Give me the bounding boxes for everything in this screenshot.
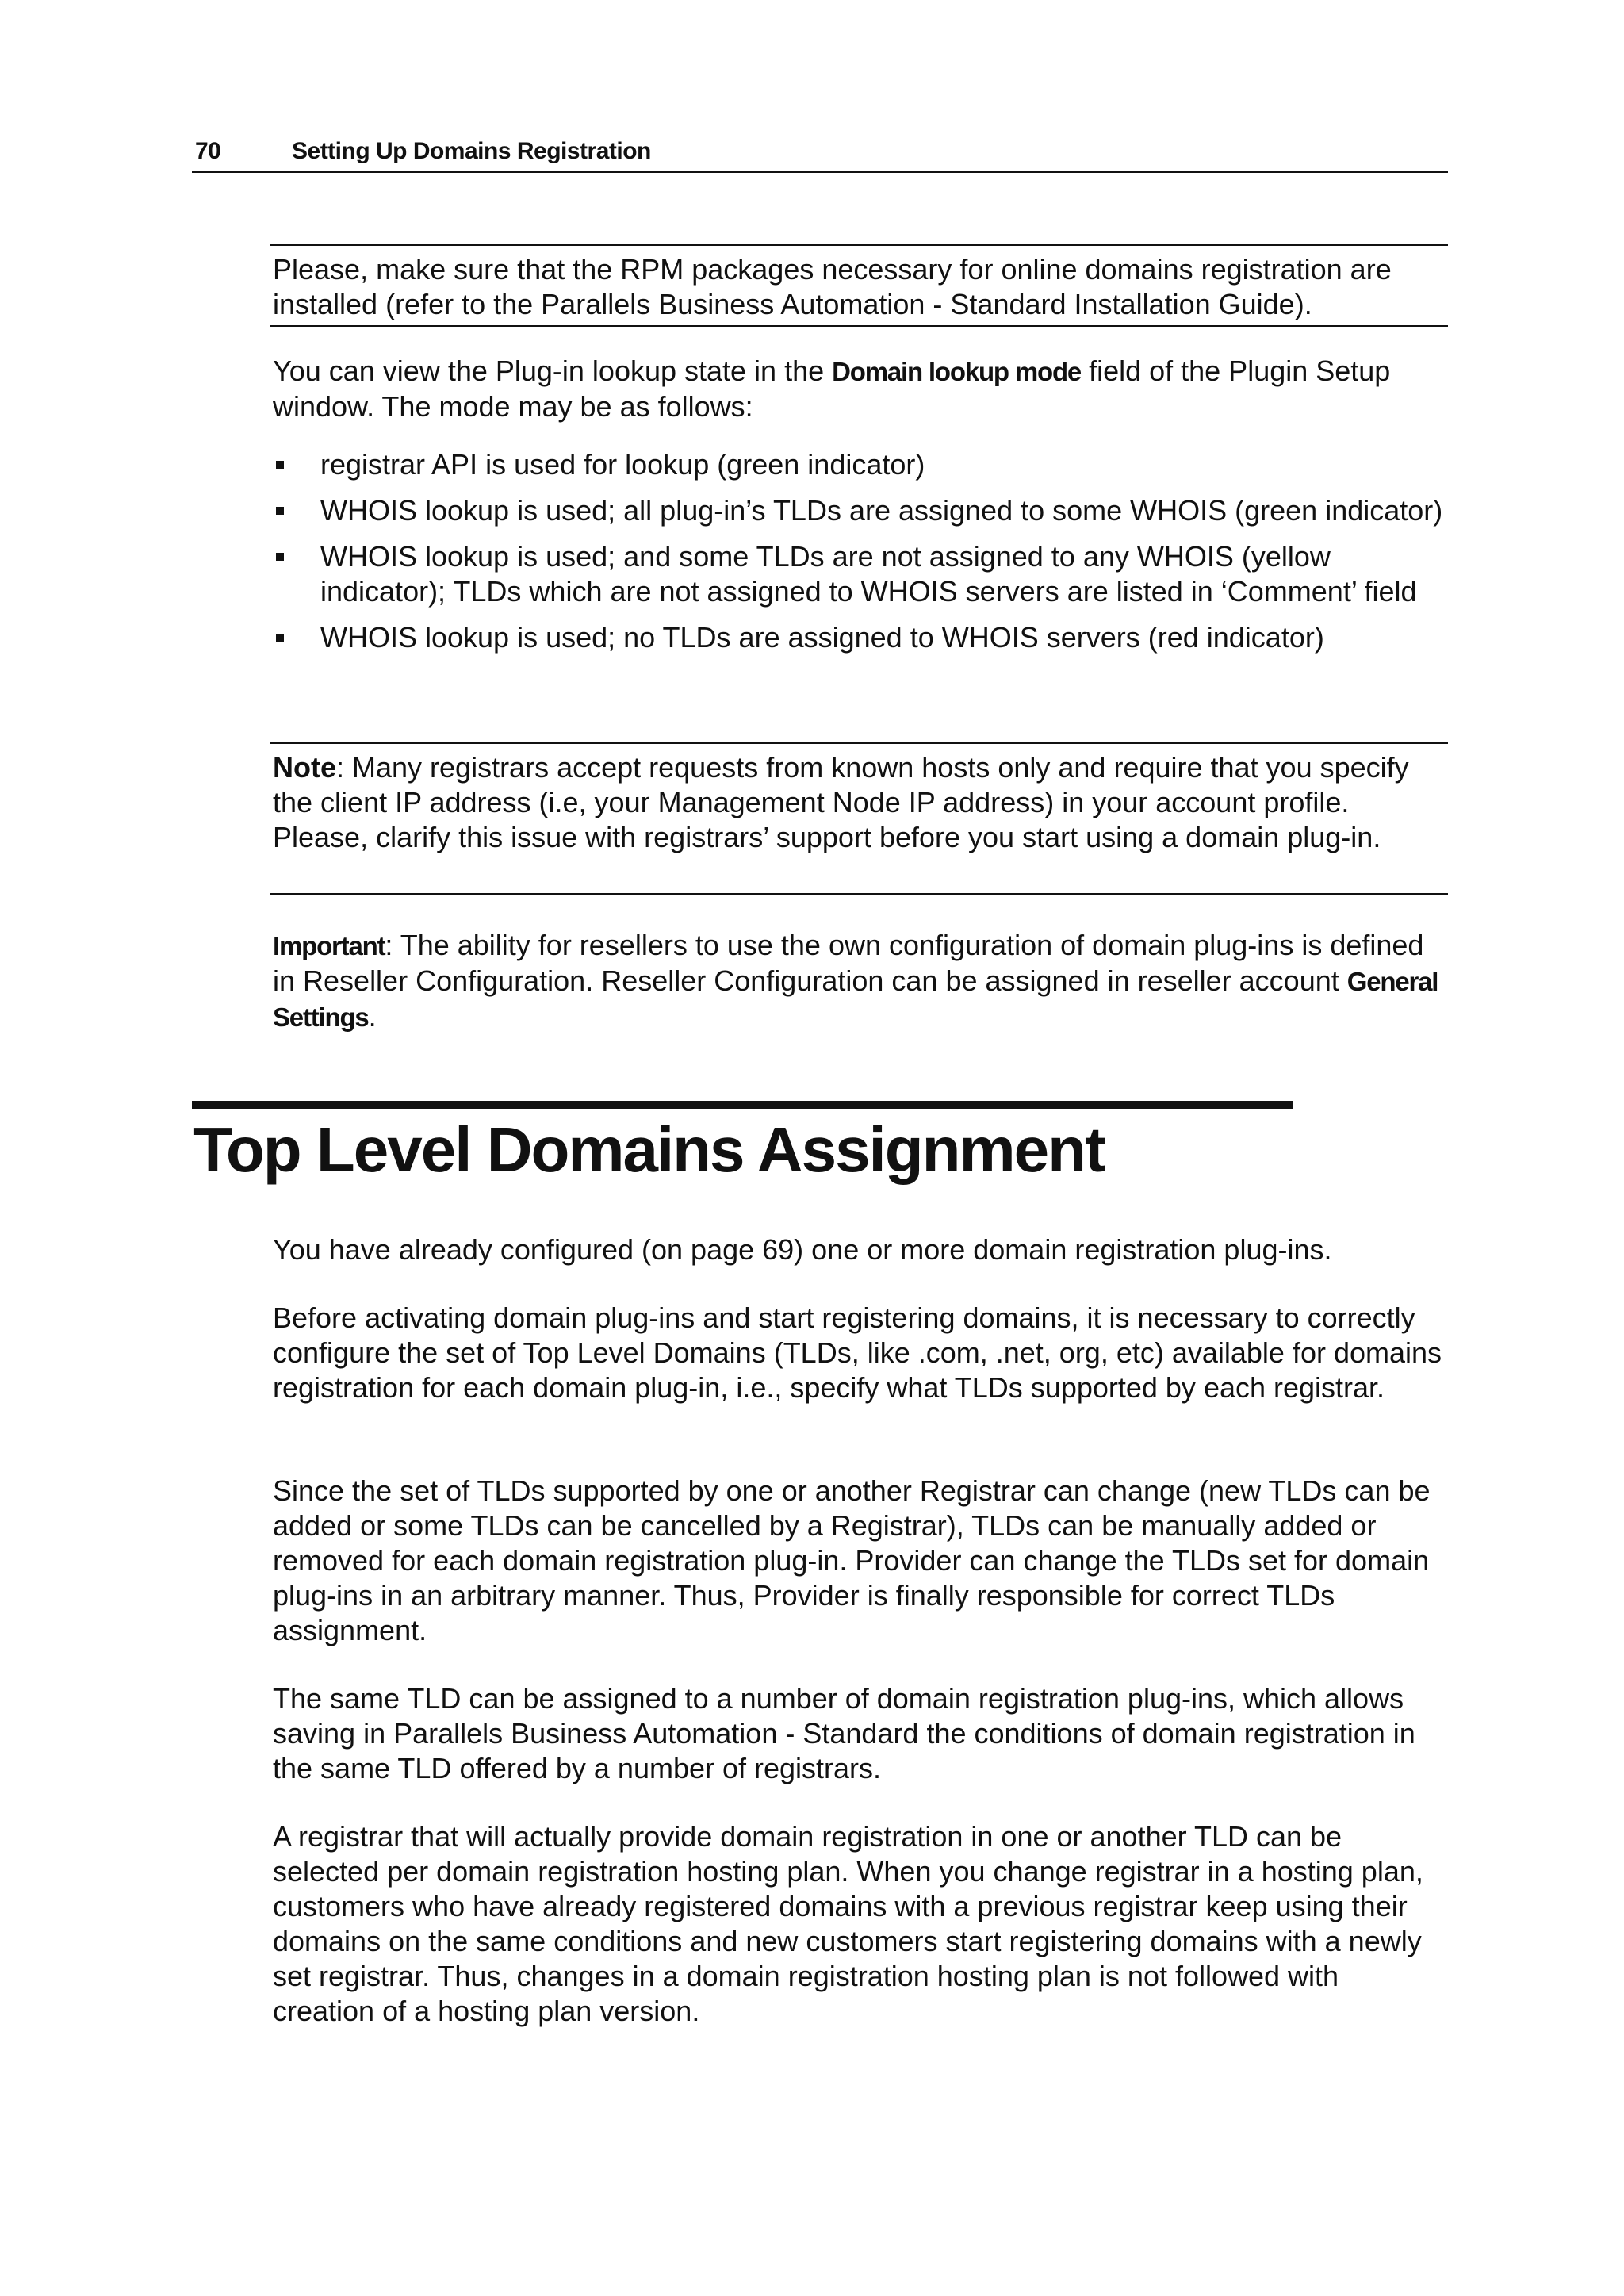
section-paragraph: You have already configured (on page 69) one or more domain registration plug-ins. bbox=[273, 1233, 1332, 1266]
list-item: WHOIS lookup is used; no TLDs are assigned to WHOIS servers (red indicator) bbox=[273, 620, 1446, 655]
important-text: : The ability for resellers to use the own configuration of domain plug-ins is defined in Reseller Configuration. Reseller Configuration can be assigned in reseller account bbox=[273, 929, 1424, 997]
important-label: Important bbox=[273, 931, 385, 960]
heading-rule bbox=[192, 1101, 1293, 1109]
chapter-title: Setting Up Domains Registration bbox=[292, 138, 651, 164]
note-top-rule bbox=[270, 244, 1448, 246]
running-header bbox=[192, 135, 1448, 173]
bullet-square-icon bbox=[276, 634, 284, 642]
general-settings-link: General Settings bbox=[273, 967, 1438, 1032]
note-top-rule bbox=[270, 742, 1448, 744]
bullet-square-icon bbox=[276, 553, 284, 561]
lookup-intro bbox=[273, 354, 1446, 424]
note-text: : Many registrars accept requests from known hosts only and require that you specify the client IP address (i.e, your Management Node IP address) in your account profile. Please, clarify this issue with registrars’ support before you start using a domain plug-in. bbox=[273, 751, 1409, 853]
important-paragraph: Important: The ability for resellers to use the own configuration of domain plug-ins is defined in Reseller Configuration. Reseller Configuration can be assigned in reseller account General Settings. bbox=[273, 929, 1438, 1033]
rpm-note: Please, make sure that the RPM packages necessary for online domains registration are installed (refer to the Parallels Business Automation - Standard Installation Guide). bbox=[273, 253, 1392, 320]
lookup-modes-list bbox=[273, 447, 1446, 655]
list-item: registrar API is used for lookup (green indicator) bbox=[273, 447, 1446, 482]
note-paragraph bbox=[273, 750, 1446, 855]
bullet-square-icon bbox=[276, 507, 284, 515]
lookup-intro-before: You can view the Plug-in lookup state in the bbox=[273, 355, 833, 387]
list-item: WHOIS lookup is used; all plug-in’s TLDs are assigned to some WHOIS (green indicator) bbox=[273, 493, 1446, 528]
note-bottom-rule bbox=[270, 325, 1448, 327]
domain-lookup-mode-field: Domain lookup mode bbox=[832, 357, 1082, 386]
section-paragraph: The same TLD can be assigned to a number of domain registration plug-ins, which allows saving in Parallels Business Automation - Standard the conditions of domain registration in the same TLD offered by a number of registrars. bbox=[273, 1682, 1415, 1784]
note-bottom-rule bbox=[270, 893, 1448, 895]
section-paragraph: Before activating domain plug-ins and start registering domains, it is necessary to correctly configure the set of Top Level Domains (TLDs, like .com, .net, org, etc) available for domains registration for each domain plug-in, i.e., specify what TLDs supported by each registrar. bbox=[273, 1301, 1442, 1404]
list-item: WHOIS lookup is used; and some TLDs are not assigned to any WHOIS (yellow indicator); TLDs which are not assigned to WHOIS servers are listed in ‘Comment’ field bbox=[273, 539, 1446, 609]
section-heading: Top Level Domains Assignment bbox=[193, 1114, 1105, 1185]
bullet-square-icon bbox=[276, 461, 284, 469]
section-paragraph: Since the set of TLDs supported by one or another Registrar can change (new TLDs can be added or some TLDs can be cancelled by a Registrar), TLDs can be manually added or removed for each domain registration plug-in. Provider can change the TLDs set for domain plug-ins in an arbitrary manner. Thus, Provider is finally responsible for correct TLDs assignment. bbox=[273, 1474, 1431, 1646]
lookup-intro-after: field of the Plugin Setup window. The mode may be as follows: bbox=[273, 355, 1391, 423]
note-label: Note bbox=[273, 751, 336, 784]
page-number: 70 bbox=[195, 138, 221, 164]
section-paragraph: A registrar that will actually provide domain registration in one or another TLD can be selected per domain registration hosting plan. When you change registrar in a hosting plan, customers who have already registered domains with a previous registrar keep using their domains on the same conditions and new customers start registering domains with a newly set registrar. Thus, changes in a domain registration hosting plan is not followed with creation of a hosting plan version. bbox=[273, 1820, 1423, 2027]
